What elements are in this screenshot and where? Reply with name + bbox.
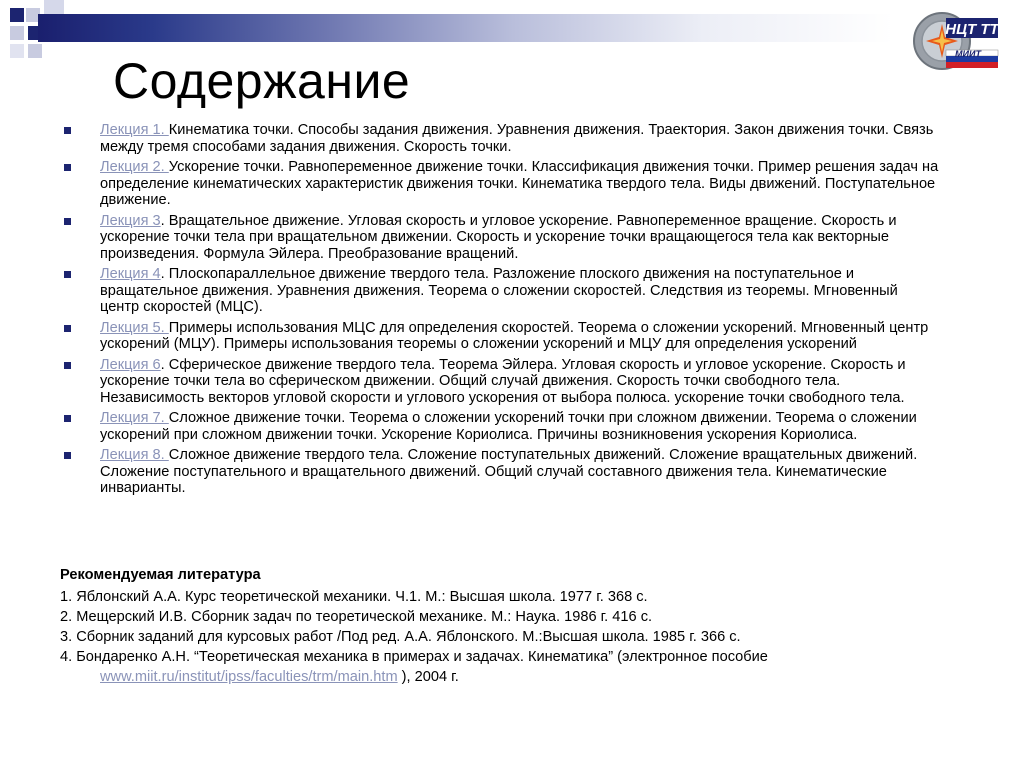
list-item [60, 410, 940, 443]
lecture-text: Ускорение точки. Равнопеременное движение точки. Классификация движения точки. Пример решения задач на определение кинематических характеристик движения точки. Кинематика твердого тела. Виды движений. Поступательное движение. [100, 159, 939, 208]
literature-item: 1. Яблонский А.А. Курс теоретической механики. Ч.1. М.: Высшая школа. 1977 г. 368 с. [60, 589, 648, 605]
lecture-link[interactable]: Лекция 1. [100, 122, 169, 138]
logo-text-top: НЦТ ТТ [945, 21, 999, 38]
lecture-link[interactable]: Лекция 4 [100, 266, 161, 282]
list-item [60, 320, 940, 353]
bullet-icon [64, 164, 71, 171]
lecture-link[interactable]: Лекция 6 [100, 356, 161, 373]
literature-item: 2. Мещерский И.В. Сборник задач по теоретической механике. М.: Наука. 1986 г. 416 с. [60, 609, 653, 625]
decor-square [10, 8, 24, 22]
lecture-text: . Сферическое движение твердого тела. Теорема Эйлера. Угловая скорость и угловое ускорение. Скорость и ускорение точки тела во сферическом движении. Общий случай движения. Скорость точки свободного тела. Независимость векторов угловой скорости и углового ускорения от выбора полюса. ускорение точки свободного тела. [100, 356, 906, 406]
lecture-link[interactable]: Лекция 3 [100, 212, 161, 229]
lecture-link[interactable]: Лекция 2. [100, 159, 169, 175]
lecture-link[interactable]: Лекция 5. [100, 319, 169, 336]
lecture-link[interactable]: Лекция 7. [100, 410, 169, 426]
list-item [60, 447, 940, 497]
list-item [60, 159, 940, 209]
lecture-text: Кинематика точки. Способы задания движения. Уравнения движения. Траектория. Закон движения точки. Связь между тремя способами задания движения. Скорость точки. [100, 122, 934, 155]
page-title: Содержание [113, 53, 411, 109]
decor-square [28, 44, 42, 58]
ntst-logo [912, 8, 1002, 74]
lecture-text: Сложное движение точки. Теорема о сложении ускорений точки при сложном движении. Теорема о сложении ускорений при сложном движении точки. Ускорение Кориолиса. Причины возникновения ускорения Кориолиса. [100, 410, 917, 443]
bullet-icon [64, 452, 71, 459]
list-item [60, 266, 940, 316]
list-item [60, 213, 940, 263]
bullet-icon [64, 325, 71, 332]
literature-url-link[interactable]: www.miit.ru/institut/ipss/faculties/trm/main.htm [100, 669, 398, 685]
bullet-icon [64, 127, 71, 134]
bullet-icon [64, 415, 71, 422]
lecture-text: Примеры использования МЦС для определения скоростей. Теорема о сложении ускорений. Мгновенный центр ускорений (МЦУ). Примеры использования теоремы о сложении ускорений и МЦУ для определения ускорений [100, 319, 929, 352]
bullet-icon [64, 362, 71, 369]
lecture-text: Сложное движение твердого тела. Сложение поступательных движений. Сложение вращательных движений. Сложение поступательного и вращательного движений. Общий случай составного движения тела. Кинематические инварианты. [100, 447, 918, 496]
bullet-icon [64, 218, 71, 225]
decor-square [10, 44, 24, 58]
decor-square [10, 26, 24, 40]
literature-item: 4. Бондаренко А.Н. “Теоретическая механика в примерах и задачах. Кинематика” (электронное пособие [60, 649, 768, 665]
lecture-text: . Плоскопараллельное движение твердого тела. Разложение плоского движения на поступательное и вращательное движения. Уравнения движения. Теорема о сложении скоростей. Следствия из теоремы. Мгновенный центр скоростей (МЦС). [100, 266, 898, 315]
logo-text-bottom: МИИТ [955, 49, 981, 59]
lecture-link[interactable]: Лекция 8. [100, 447, 169, 463]
list-item [60, 122, 940, 155]
literature-url-suffix: ), 2004 г. [397, 669, 459, 685]
lecture-list [60, 122, 940, 501]
literature-url-line [60, 667, 960, 687]
literature-heading: Рекомендуемая литература [60, 567, 261, 583]
literature-item: 3. Сборник заданий для курсовых работ /Под ред. А.А. Яблонского. М.:Высшая школа. 1985 г. 366 с. [60, 629, 741, 645]
lecture-text: . Вращательное движение. Угловая скорость и угловое ускорение. Равнопеременное вращение. Скорость и ускорение точки тела при вращательном движении. Скорость и ускорение точки вращающегося тела как векторные произведения. Формула Эйлера. Преобразование вращений. [100, 212, 897, 262]
list-item [60, 357, 940, 407]
bullet-icon [64, 271, 71, 278]
header-gradient-bar [38, 14, 988, 42]
literature-section [60, 566, 960, 687]
